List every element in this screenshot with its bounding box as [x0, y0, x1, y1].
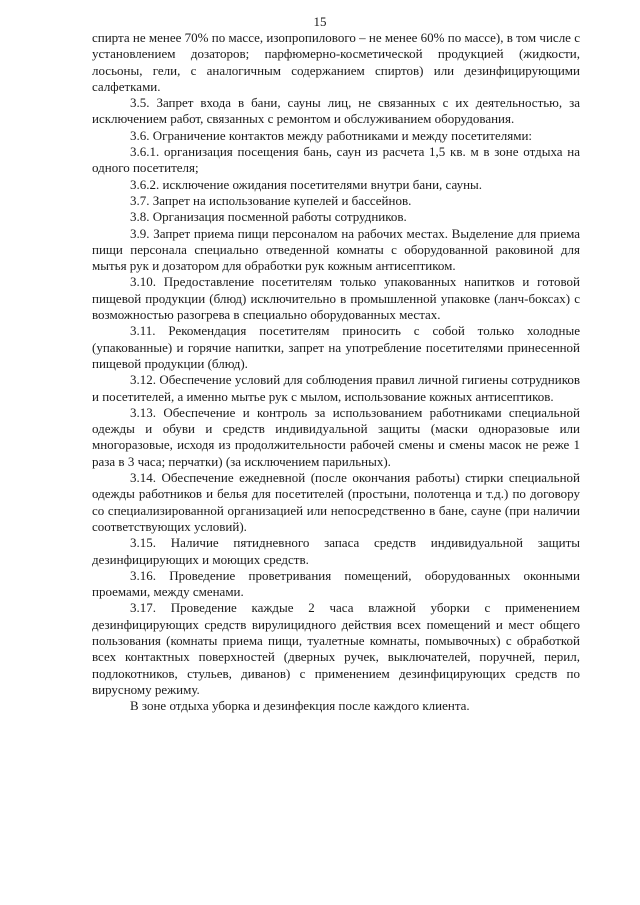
paragraph-3-6-2: 3.6.2. исключение ожидания посетителями внутри бани, сауны. — [130, 176, 483, 192]
paragraph-3-16: 3.16. Проведение проветривания помещений, оборудованных оконными проемами, между сменами. — [92, 567, 580, 600]
paragraph-3-14: 3.14. Обеспечение ежедневной (после окончания работы) стирки специальной одежды работников и белья для посетителей (простыни, полотенца и т.д.) по договору со специализированной организацией или непосредственно в бане, сауне (при наличии соответствующих условий). — [92, 470, 580, 534]
paragraph-3-12: 3.12. Обеспечение условий для соблюдения правил личной гигиены сотрудников и посетителей, а именно мытье рук с мылом, использование кожных антисептиков. — [92, 372, 580, 404]
paragraph-3-8: 3.8. Организация посменной работы сотрудников. — [130, 209, 407, 225]
paragraph-3-15: 3.15. Наличие пятидневного запаса средств индивидуальной защиты дезинфицирующих и моющих средств. — [92, 535, 580, 567]
page-number: 15 — [313, 14, 327, 29]
paragraph-rest-zone: В зоне отдыха уборка и дезинфекция после каждого клиента. — [130, 698, 470, 714]
document-body — [92, 30, 580, 714]
paragraph-3-5: 3.5. Запрет входа в бани, сауны лиц, не связанных с их деятельностью, за исключением работ, связанных с ремонтом и обслуживанием оборудования. — [92, 95, 580, 127]
paragraph-3-6: 3.6. Ограничение контактов между работниками и между посетителями: — [130, 127, 533, 143]
paragraph-3-9: 3.9. Запрет приема пищи персоналом на рабочих местах. Выделение для приема пищи персонала специально отведенной комнаты с оборудованной раковиной для мытья рук и дозатором для обработки рук кожным антисептиком. — [92, 225, 580, 274]
paragraph-3-6-1: 3.6.1. организация посещения бань, саун из расчета 1,5 кв. м в зоне отдыха на одного посетителя; — [92, 144, 580, 176]
paragraph-continuation: спирта не менее 70% по массе, изопропилового – не менее 60% по массе), в том числе с установлением дозаторов; парфюмерно-косметической продукцией (жидкости, лосьоны, гели, с аналогичным содержанием спиртов) или дезинфицирующими салфетками. — [92, 30, 580, 94]
paragraph-3-17: 3.17. Проведение каждые 2 часа влажной уборки с применением дезинфицирующих средств вирулицидного действия всех помещений и мест общего пользования (комнаты приема пищи, туалетные комнаты, помывочных) с обработкой всех контактных поверхностей (дверных ручек, выключателей, поручней, перил, подлокотников, стульев, диванов) с применением дезинфицирующих средств по вирусному режиму. — [92, 600, 580, 697]
paragraph-3-7: 3.7. Запрет на использование купелей и бассейнов. — [130, 192, 412, 208]
paragraph-3-11: 3.11. Рекомендация посетителям приносить с собой только холодные (упакованные) и горячие напитки, запрет на употребление посетителями принесенной пищевой продукции (блюд). — [92, 323, 580, 371]
paragraph-3-13: 3.13. Обеспечение и контроль за использованием работниками специальной одежды и обуви и средств индивидуальной защиты (маски одноразовые или многоразовые, исходя из продолжительности рабочей смены и смены масок не реже 1 раза в 3 часа; перчатки) (за исключением парильных). — [92, 404, 580, 469]
paragraph-3-10: 3.10. Предоставление посетителям только упакованных напитков и готовой пищевой продукции (блюд) исключительно в промышленной упаковке (ланч-боксах) с возможностью разогрева в специально оборудованных местах. — [92, 274, 580, 323]
